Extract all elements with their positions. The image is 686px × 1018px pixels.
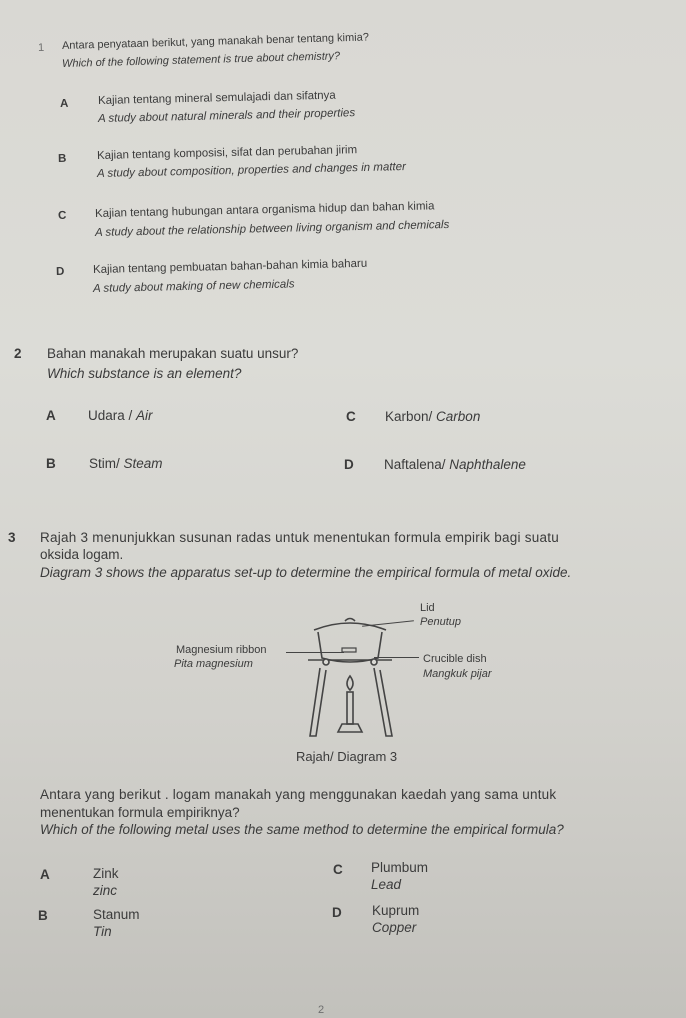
q2-number: 2 [14, 346, 22, 361]
q3-question-en: Which of the following metal uses the same method to determine the empirical formula? [40, 822, 564, 837]
diagram-caption: Rajah/ Diagram 3 [296, 749, 398, 764]
q3-option-d-ms: Kuprum [372, 903, 420, 918]
q1-option-c-en: A study about the relationship between living organism and chemicals [94, 218, 450, 239]
q3-option-d-en: Copper [372, 920, 417, 935]
q2-option-d-en: Naphthalene [449, 457, 526, 472]
label-dish-ms: Mangkuk pijar [423, 668, 492, 680]
q1-stem-ms: Antara penyataan berikut, yang manakah benar tentang kimia? [61, 31, 370, 52]
q3-stem-en: Diagram 3 shows the apparatus set-up to determine the empirical formula of metal oxide. [40, 565, 572, 580]
tripod-joint-left [323, 659, 329, 665]
q3-option-c-en: Lead [371, 877, 402, 892]
q3-option-b-en: Tin [93, 924, 112, 939]
q1-option-d-en: A study about making of new chemicals [92, 278, 295, 295]
q2-option-b-ms: Stim/ [89, 456, 124, 471]
q1-option-a-ms: Kajian tentang mineral semulajadi dan sifatnya [97, 89, 336, 107]
q2-option-b-en: Steam [123, 456, 163, 471]
burner-tube [347, 692, 353, 724]
q2-option-c-en: Carbon [436, 409, 481, 424]
magnesium-ribbon-shape [342, 648, 356, 652]
label-lid-en: Penutup [420, 616, 461, 628]
label-dish-en: Crucible dish [423, 653, 487, 665]
q3-question-ms-line1: Antara yang berikut . logam manakah yang menggunakan kaedah yang sama untuk [40, 787, 557, 802]
q3-stem-ms-line2: oksida logam. [40, 547, 124, 562]
q3-option-a-ms: Zink [93, 866, 119, 881]
ribbon-pointer-line [286, 652, 344, 653]
crucible-shape [318, 632, 382, 662]
q1-option-a-en: A study about natural minerals and their properties [97, 107, 356, 125]
q2-option-c-ms: Karbon/ [385, 409, 437, 424]
lid-knob [345, 619, 355, 622]
q2-option-a [88, 408, 153, 423]
q3-option-d-letter: D [332, 905, 342, 920]
q1-option-d-letter: D [55, 265, 65, 278]
burner-base [338, 724, 362, 732]
q2-option-a-en: Air [136, 408, 153, 423]
q3-option-a-letter: A [40, 867, 50, 882]
tripod-leg-right [374, 668, 392, 736]
q2-option-b [89, 456, 163, 471]
q3-stem-ms-line1: Rajah 3 menunjukkan susunan radas untuk menentukan formula empirik bagi suatu [40, 530, 560, 545]
tripod-leg-left [310, 668, 326, 736]
q1-option-c-ms: Kajian tentang hubungan antara organisma hidup dan bahan kimia [94, 200, 435, 220]
q3-option-c-ms: Plumbum [371, 860, 429, 875]
q1-option-b-letter: B [57, 152, 67, 165]
q3-option-b-letter: B [38, 908, 48, 923]
q2-option-c-letter: C [346, 409, 356, 424]
q2-option-a-letter: A [46, 408, 56, 423]
q3-option-b-ms: Stanum [93, 907, 140, 922]
flame-shape [347, 676, 353, 690]
page-number: 2 [318, 1004, 325, 1016]
q1-stem-en: Which of the following statement is true about chemistry? [61, 50, 341, 70]
q1-number: 1 [37, 41, 45, 54]
q2-option-d-ms: Naftalena/ [384, 457, 450, 472]
q1-option-b-ms: Kajian tentang komposisi, sifat dan perubahan jirim [96, 144, 358, 162]
q1-option-a-letter: A [59, 97, 69, 110]
q2-option-c [385, 409, 480, 424]
q1-option-c-letter: C [57, 209, 67, 222]
q2-option-d-letter: D [344, 457, 354, 472]
label-ribbon-en: Magnesium ribbon [176, 644, 267, 656]
q1-option-b-en: A study about composition, properties and changes in matter [96, 160, 407, 180]
q3-number: 3 [8, 530, 16, 545]
label-lid-ms: Lid [420, 602, 435, 614]
q2-stem-en: Which substance is an element? [47, 366, 242, 381]
q1-option-d-ms: Kajian tentang pembuatan bahan-bahan kimia baharu [92, 257, 368, 276]
q3-option-a-en: zinc [93, 883, 118, 898]
apparatus-diagram [300, 610, 430, 740]
q2-option-b-letter: B [46, 456, 56, 471]
q3-option-c-letter: C [333, 862, 343, 877]
q2-stem-ms: Bahan manakah merupakan suatu unsur? [47, 346, 299, 361]
q2-option-a-ms: Udara / [88, 408, 137, 423]
label-ribbon-ms: Pita magnesium [174, 658, 253, 670]
q2-option-d [384, 457, 526, 472]
dish-pointer-line [374, 657, 419, 658]
tripod-joint-right [371, 659, 377, 665]
q3-question-ms-line2: menentukan formula empiriknya? [40, 805, 240, 820]
